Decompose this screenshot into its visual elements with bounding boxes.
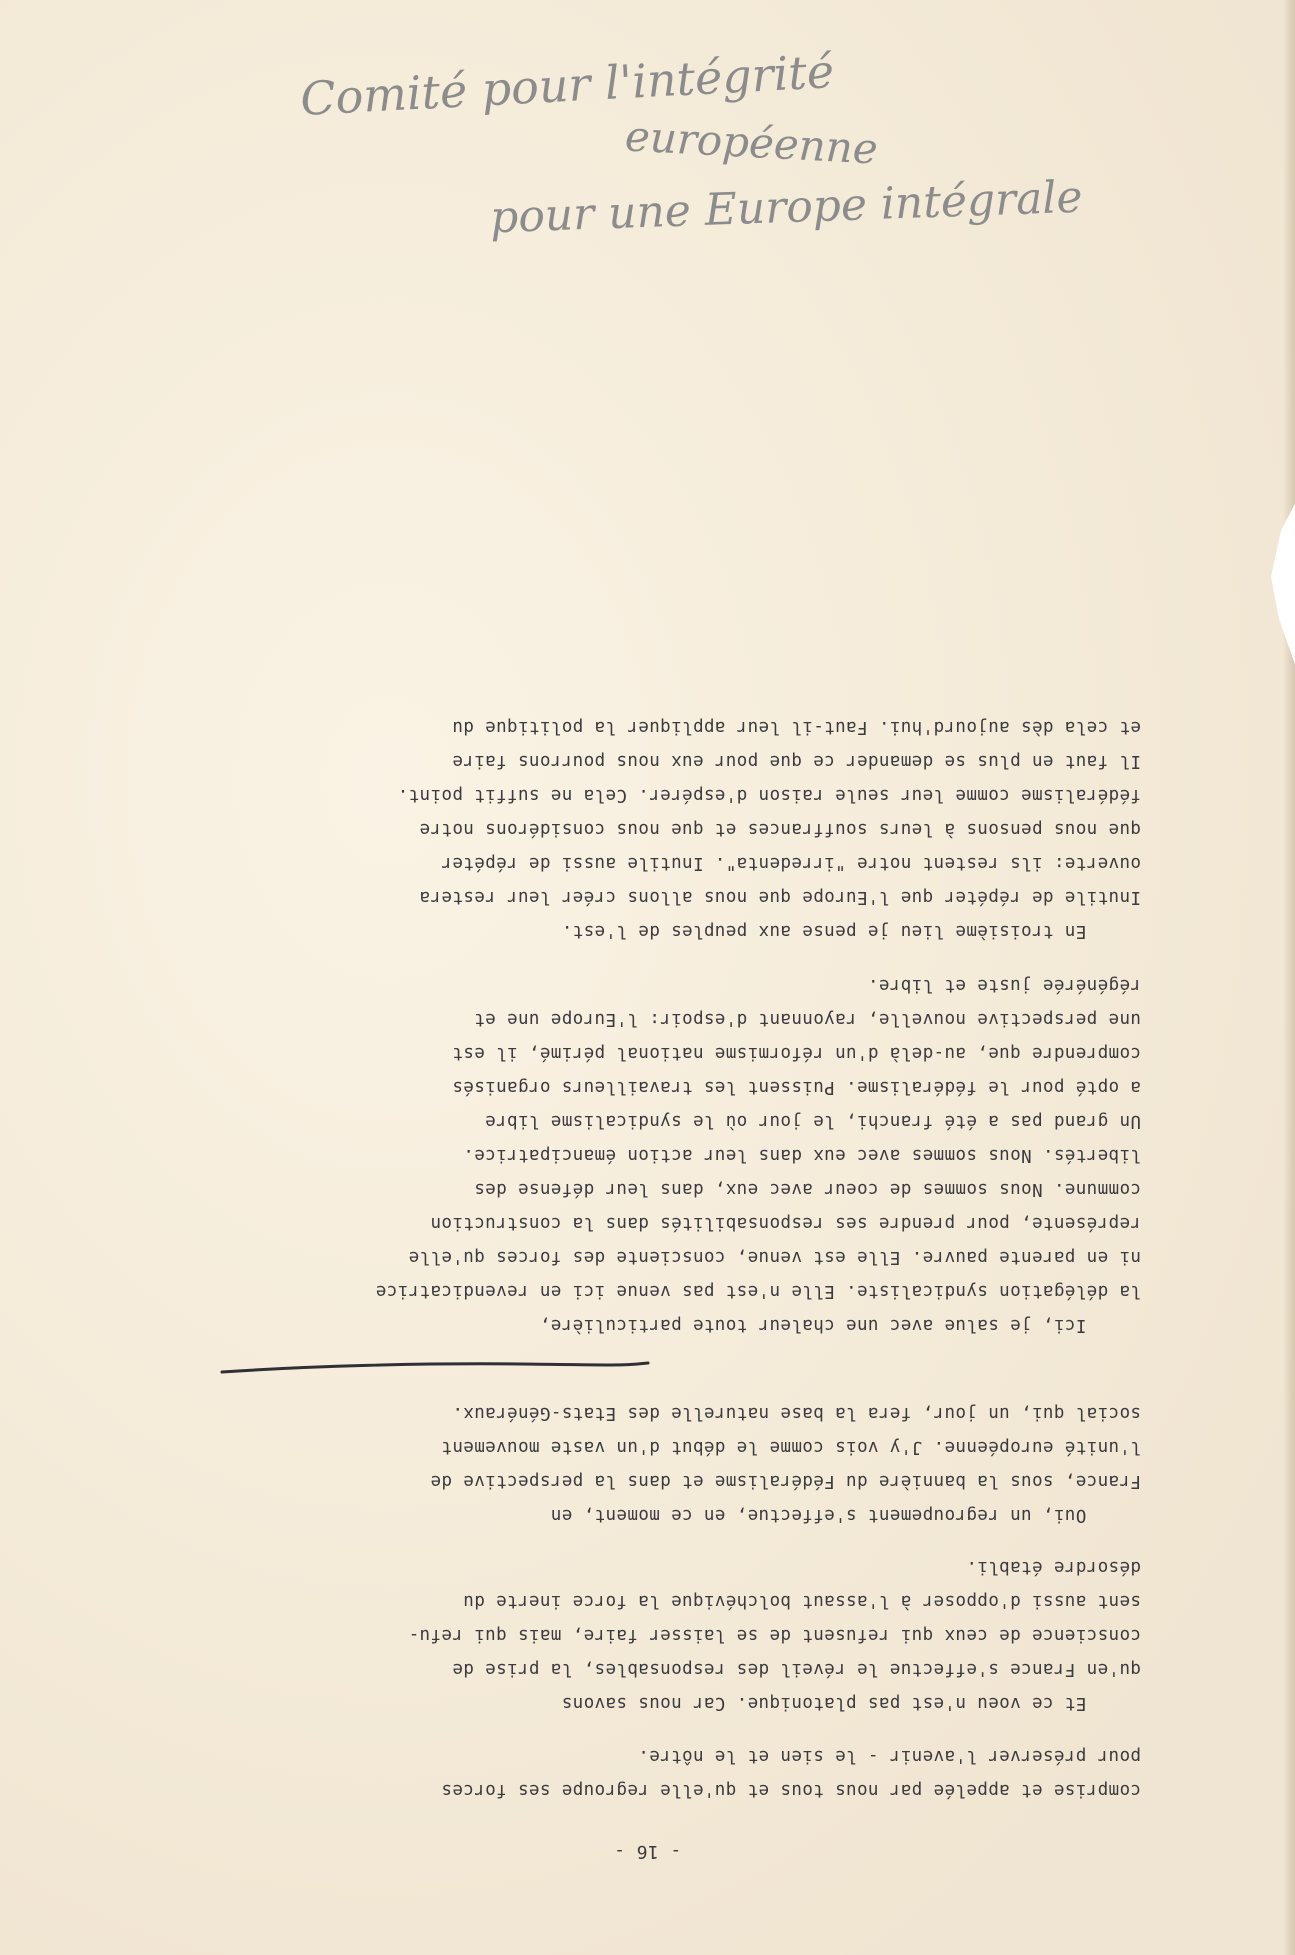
- text-line: Il faut en plus se demander ce que pour eux nous pourrons faire: [452, 751, 1141, 771]
- text-line: a opté pour le fédéralisme. Puissent les travailleurs organisés: [452, 1077, 1141, 1097]
- text-line: Et ce voeu n'est pas platonique. Car nous savons: [561, 1693, 1141, 1713]
- annotation-line-3: pour une Europe intégrale: [489, 171, 1084, 244]
- text-line: et cela dès aujourd'hui. Faut-il leur appliquer la politique du: [452, 717, 1141, 737]
- text-line: Oui, un regroupement s'effectue, en ce moment, en: [550, 1505, 1141, 1525]
- text-line: pour préserver l'avenir - le sien et le nôtre.: [637, 1746, 1141, 1766]
- handwritten-annotation: [0, 0, 1295, 260]
- annotation-line-1: Comité pour l'intégrité: [298, 44, 836, 126]
- text-line: conscience de ceux qui refusent de se laisser faire, mais qui refu-: [408, 1625, 1141, 1645]
- text-line: social qui, un jour, fera la base naturelle des Etats-Généraux.: [452, 1403, 1141, 1423]
- text-line: représente, pour prendre ses responsabilités dans la construction: [430, 1213, 1141, 1233]
- text-line: sent aussi d'opposer à l'assaut bolchévique la force inerte du: [462, 1591, 1141, 1611]
- text-line: En troisième lieu je pense aux peuples de l'est.: [561, 921, 1141, 941]
- text-line: comprise et appelée par nous tous et qu'elle regroupe ses forces: [441, 1780, 1141, 1800]
- text-line: ni en parente pauvre. Elle est venue, consciente des forces qu'elle: [408, 1247, 1141, 1267]
- text-line: régénérée juste et libre.: [867, 975, 1141, 995]
- text-line: Ici, je salue avec une chaleur toute particulière,: [539, 1315, 1141, 1335]
- text-line: France, sous la bannière du Fédéralisme et dans la perspective de: [430, 1471, 1141, 1491]
- text-line: Inutile de répéter que l'Europe que nous allons créer leur restera: [419, 887, 1141, 907]
- text-line: fédéralisme comme leur seule raison d'espérer. Cela ne suffit point.: [397, 785, 1141, 805]
- text-line: une perspective nouvelle, rayonnant d'espoir: l'Europe une et: [473, 1009, 1141, 1029]
- ink-underline-mark: [220, 1360, 650, 1376]
- text-line: l'unité européenne. J'y vois comme le début d'un vaste mouvement: [441, 1437, 1141, 1457]
- text-line: libertés. Nous sommes avec eux dans leur action émancipatrice.: [462, 1145, 1141, 1165]
- text-line: Un grand pas a été franchi, le jour où le syndicalisme libre: [484, 1111, 1141, 1131]
- annotation-line-2: européenne: [623, 111, 879, 174]
- text-line: commune. Nous sommes de coeur avec eux, dans leur défense des: [473, 1179, 1141, 1199]
- text-line: désordre établi.: [966, 1557, 1141, 1577]
- page-number: - 16 -: [613, 1841, 682, 1862]
- text-line: comprendre que, au-delà d'un réformisme national périmé, il est: [452, 1043, 1141, 1063]
- text-line: qu'en France s'effectue le réveil des responsables, la prise de: [452, 1659, 1141, 1679]
- text-line: que nous pensons à leurs souffrances et que nous considérons notre: [419, 819, 1141, 839]
- text-line: la délégation syndicaliste. Elle n'est pas venue ici en revendicatrice: [375, 1281, 1141, 1301]
- text-line: ouverte: ils restent notre "irredenta". Inutile aussi de répéter: [441, 853, 1141, 873]
